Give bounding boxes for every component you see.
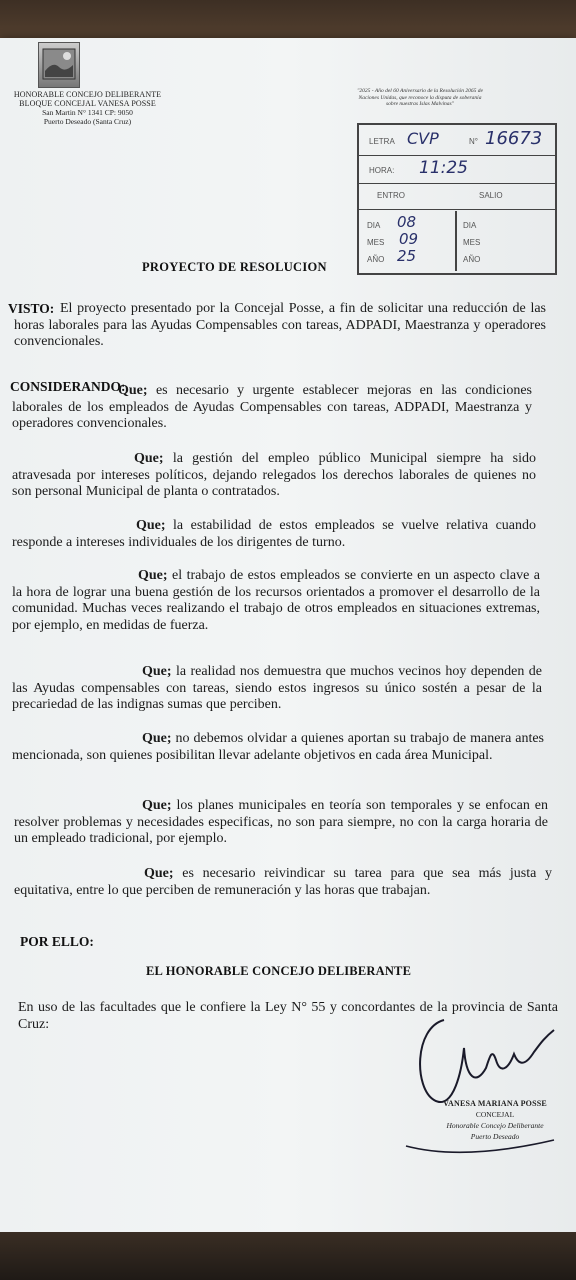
stamp-ano-label: AÑO xyxy=(367,255,385,264)
org-line-3: San Martin N° 1341 CP: 9050 xyxy=(42,108,133,117)
considerando-heading: CONSIDERANDO: xyxy=(10,379,126,394)
visto-paragraph: El proyecto presentado por la Concejal Posse, a fin de solicitar una reducción de las horas laborales para las Ayudas Compensables con tareas, ADPADI, Maestranza y operadores convencionales. xyxy=(14,301,546,349)
stamp-nro-value: 16673 xyxy=(485,128,543,149)
stamp-ano-value: 25 xyxy=(397,247,417,265)
considerando-paragraph-3 xyxy=(12,518,536,551)
stamp-salio-label: SALIO xyxy=(479,191,503,200)
org-line-1: HONORABLE CONCEJO DELIBERANTE xyxy=(13,90,162,99)
document-title: PROYECTO DE RESOLUCION xyxy=(142,260,327,274)
considerando-paragraph-6 xyxy=(12,731,544,764)
que-label: Que; xyxy=(134,451,164,466)
considerando-paragraph-8 xyxy=(14,866,552,899)
stamp-hora-value: 11:25 xyxy=(419,158,468,178)
stamp-dia-label: DIA xyxy=(367,221,381,230)
signer-body: Honorable Concejo Deliberante xyxy=(446,1121,544,1130)
stamp-entro-label: ENTRO xyxy=(377,191,405,200)
stamp-ano-label-salio: AÑO xyxy=(463,255,481,264)
stamp-letra-label: LETRA xyxy=(369,137,395,146)
stamp-mes-value: 09 xyxy=(399,230,419,248)
stamp-dia-label-salio: DIA xyxy=(463,221,477,230)
que-label: Que; xyxy=(136,518,166,533)
paragraph-text: el trabajo de estos empleados se convierte en un aspecto clave a la hora de lograr una buena gestión de los recursos orientados a promover el desarrollo de la comunidad. Muchas veces realizando el trabajo de otros empleados en situaciones extremas, por ejemplo, en medidas de fuerza. xyxy=(12,568,540,633)
stamp-row-hora xyxy=(359,155,555,184)
considerando-paragraph-7 xyxy=(14,798,548,848)
paragraph-text: no debemos olvidar a quienes aportan su trabajo de manera antes mencionada, son quienes posibilitan llevar adelante objetivos en cada área Municipal. xyxy=(12,731,545,763)
visto-heading: VISTO: xyxy=(8,301,55,316)
signer-name: VANESA MARIANA POSSE xyxy=(443,1099,547,1108)
que-label: Que; xyxy=(138,568,168,583)
motto-line-3: sobre nuestras Islas Malvinas" xyxy=(386,101,454,107)
org-line-4: Puerto Deseado (Santa Cruz) xyxy=(43,117,132,126)
signer-city: Puerto Deseado xyxy=(470,1132,520,1141)
council-heading: EL HONORABLE CONCEJO DELIBERANTE xyxy=(146,964,412,978)
stamp-mes-label-salio: MES xyxy=(463,238,481,247)
considerando-paragraph-2 xyxy=(12,451,536,501)
paragraph-text: la estabilidad de estos empleados se vuelve relativa cuando responde a intereses individuales de los dirigentes de turno. xyxy=(12,518,536,550)
que-label: Que; xyxy=(118,383,148,398)
final-text: En uso de las facultades que le confiere la Ley N° 55 y concordantes de la provincia de Santa Cruz: xyxy=(18,1000,558,1032)
considerando-paragraph-4 xyxy=(12,568,540,634)
signer-role: CONCEJAL xyxy=(475,1110,515,1119)
table-background-top xyxy=(0,0,576,42)
considerando-paragraph-5 xyxy=(12,664,542,714)
stamp-row-headings xyxy=(359,183,555,210)
reception-stamp xyxy=(357,123,557,275)
stamp-dia-value: 08 xyxy=(397,213,417,231)
stamp-hora-label: HORA: xyxy=(369,166,395,175)
paragraph-text: la realidad nos demuestra que muchos vecinos hoy dependen de las Ayudas compensables con tareas, siendo estos ingresos su único sostén a pesar de la precariedad de las indignas sumas que perciben. xyxy=(12,664,542,712)
paragraph-text: los planes municipales en teoría son temporales y se enfocan en resolver problemas y necesidades especificas, no son para siempre, no con la carga horaria de un empleado tradicional, por ejemplo. xyxy=(14,798,549,846)
stamp-mes-label: MES xyxy=(367,238,385,247)
considerando-paragraph-1 xyxy=(12,383,532,433)
council-logo xyxy=(38,42,80,88)
por-ello-heading: POR ELLO: xyxy=(20,934,94,949)
que-label: Que; xyxy=(142,664,172,679)
que-label: Que; xyxy=(142,798,172,813)
stamp-letra-value: CVP xyxy=(407,129,439,148)
signature-block xyxy=(415,1098,575,1142)
org-line-2: BLOQUE CONCEJAL VANESA POSSE xyxy=(19,99,156,108)
motto-line-1: "2025 - Año del 60 Aniversario de la Resolución 2065 de xyxy=(357,88,483,94)
stamp-divider xyxy=(455,211,457,271)
stamp-nro-label: N° xyxy=(469,137,478,146)
que-label: Que; xyxy=(144,866,174,881)
table-background-bottom xyxy=(0,1232,576,1280)
motto-line-2: Naciones Unidas, que reconoce la disputa de soberanía xyxy=(358,94,482,101)
motto-header xyxy=(310,88,530,108)
paragraph-text: es necesario reivindicar su tarea para que sea más justa y equitativa, entre lo que perciben de remuneración y las horas que trabajan. xyxy=(14,866,553,898)
stamp-row-letra xyxy=(359,125,555,156)
organization-header xyxy=(0,90,175,126)
que-label: Que; xyxy=(142,731,172,746)
paragraph-text: la gestión del empleo público Municipal siempre ha sido atravesada por intereses políticos, dejando relegados los derechos laborales de quienes no son personal Municipal de planta o contratados. xyxy=(12,451,537,499)
paragraph-text: es necesario y urgente establecer mejoras en las condiciones laborales de los empleados de Ayudas Compensables con tareas, ADPADI, Maestranza y operadores convencionales. xyxy=(12,383,533,431)
